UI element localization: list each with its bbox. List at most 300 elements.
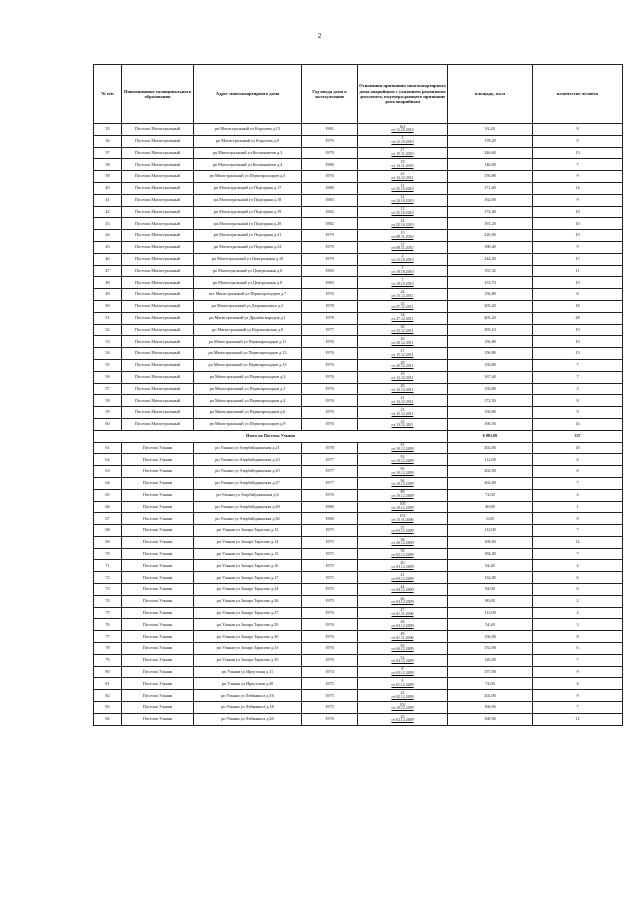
document-date: от 10.12.2009 (391, 446, 414, 451)
year-cell: 1976 (302, 359, 358, 371)
address-cell: рп Магистральный ул Центральная д.10 (194, 253, 302, 265)
row-number: 62 (94, 454, 122, 466)
municipality-cell: Поселок Ульяни (122, 442, 194, 454)
col-header-basis: Основания признания многоквартирного дома аварийным с указанием реквизитов документа, подтверждающего признание дома аварийным (358, 65, 448, 124)
row-number: 81 (94, 678, 122, 690)
address-cell: рп Магистральный ул Первопроходцев д.4 (194, 395, 302, 407)
year-cell: 1979 (302, 147, 358, 159)
year-cell: 1977 (302, 477, 358, 489)
document-number: 28 (400, 360, 405, 365)
municipality-cell: Поселок Ульяни (122, 536, 194, 548)
document-date: от 18.10.2010 (391, 281, 414, 286)
document-date: от 03.12.2009 (391, 529, 414, 534)
row-number: 45 (94, 241, 122, 253)
document-number: 40 (400, 561, 405, 566)
row-number: 56 (94, 371, 122, 383)
document-number: 1 (401, 136, 404, 141)
municipality-cell: Поселок Магистральный (122, 241, 194, 253)
year-cell: 1975 (302, 595, 358, 607)
people-cell: 13 (533, 348, 623, 360)
table-header-row (94, 65, 623, 124)
year-cell: 1974 (302, 666, 358, 678)
year-cell: 1977 (302, 324, 358, 336)
people-cell: 14 (533, 418, 623, 430)
address-cell: рп Магистральный ул Первопроходцев д.5 (194, 171, 302, 183)
table-row (94, 607, 623, 619)
row-number: 60 (94, 418, 122, 430)
document-number: 38 (400, 537, 405, 542)
area-cell: 244,20 (448, 253, 533, 265)
municipality-cell: Поселок Ульяни (122, 595, 194, 607)
row-number: 35 (94, 124, 122, 136)
row-number: 67 (94, 513, 122, 525)
people-cell: 6 (533, 454, 623, 466)
document-date: от 02.12.2009 (391, 553, 414, 558)
area-cell: 72,00 (448, 678, 533, 690)
year-cell: 1981 (302, 124, 358, 136)
area-cell: 202,00 (448, 690, 533, 702)
area-cell: 156,80 (448, 383, 533, 395)
municipality-cell: Поселок Магистральный (122, 206, 194, 218)
people-cell: 8 (533, 289, 623, 301)
document-number: 88 (400, 490, 405, 495)
document-number: 14 (400, 219, 405, 224)
year-cell: 1980 (302, 182, 358, 194)
table-row (94, 253, 623, 265)
address-cell: рп Ульяни ул Азербайджанская д.25 (194, 466, 302, 478)
address-cell: рп Ульяни ул Захара Тарасова д.16 (194, 560, 302, 572)
document-number: 25 (400, 419, 405, 424)
basis-cell (358, 159, 448, 171)
table-row (94, 513, 623, 525)
row-number: 47 (94, 265, 122, 277)
people-cell: 10 (533, 206, 623, 218)
year-cell: 1976 (302, 348, 358, 360)
document-number: 46 (400, 596, 405, 601)
address-cell: рп Магистральный ул Подгорная д.20 (194, 218, 302, 230)
area-cell: 156,80 (448, 407, 533, 419)
municipality-cell: Поселок Магистральный (122, 418, 194, 430)
row-number: 39 (94, 171, 122, 183)
col-header-municipality: Наименование муниципального образования (122, 65, 194, 124)
year-cell: 1975 (302, 548, 358, 560)
document-date: от 12.12.2011 (391, 376, 414, 381)
row-number: 36 (94, 135, 122, 147)
people-cell: 7 (533, 371, 623, 383)
municipality-cell: Поселок Магистральный (122, 324, 194, 336)
area-cell: 126,00 (448, 654, 533, 666)
basis-cell (358, 466, 448, 478)
area-cell: 184,00 (448, 548, 533, 560)
address-cell: пгт Магистральный ул Первопроходцев д.7 (194, 289, 302, 301)
year-cell: 1977 (302, 454, 358, 466)
basis-cell (358, 383, 448, 395)
table-row (94, 525, 623, 537)
year-cell: 1977 (302, 466, 358, 478)
year-cell: 1978 (302, 312, 358, 324)
people-cell: 7 (533, 159, 623, 171)
people-cell: 7 (533, 702, 623, 714)
table-row (94, 171, 623, 183)
year-cell: 1975 (302, 536, 358, 548)
row-number: 43 (94, 218, 122, 230)
page-number: 2 (317, 32, 322, 40)
row-number: 71 (94, 560, 122, 572)
municipality-cell: Поселок Ульяни (122, 631, 194, 643)
table-row (94, 265, 623, 277)
document-date: от 13.12.2011 (391, 293, 414, 298)
address-cell: рп Ульяни ул Захара Тарасова д.13 (194, 525, 302, 537)
document-number: 101 (399, 513, 406, 518)
address-cell: рп Ульяни ул Азербайджанская д.27 (194, 477, 302, 489)
table-row (94, 713, 623, 725)
area-cell: 191,20 (448, 218, 533, 230)
table-row (94, 277, 623, 289)
people-cell: 6 (533, 643, 623, 655)
municipality-cell: Поселок Магистральный (122, 371, 194, 383)
emergency-housing-table (93, 64, 623, 726)
document-date: от 15.11.2010 (391, 151, 414, 156)
area-cell: 162,00 (448, 194, 533, 206)
basis-cell (358, 171, 448, 183)
municipality-cell: Поселок Магистральный (122, 147, 194, 159)
area-cell: 156,80 (448, 359, 533, 371)
year-cell: 1975 (302, 560, 358, 572)
year-cell: 1979 (302, 241, 358, 253)
people-cell: 28 (533, 312, 623, 324)
people-cell: 9 (533, 241, 623, 253)
address-cell: рп Магистральный ул Королева д.9 (194, 135, 302, 147)
people-cell: 9 (533, 135, 623, 147)
area-cell: 174,40 (448, 206, 533, 218)
document-number: 2 (401, 254, 404, 259)
basis-cell (358, 702, 448, 714)
document-date: от 10.12.2009 (391, 706, 414, 711)
people-cell: 10 (533, 230, 623, 242)
year-cell: 1980 (302, 513, 358, 525)
municipality-cell: Поселок Ульяни (122, 713, 194, 725)
document-number: 18 (400, 160, 405, 165)
area-cell: 226,00 (448, 230, 533, 242)
area-cell: 0,00 (448, 513, 533, 525)
basis-cell (358, 359, 448, 371)
address-cell: рп Магистральный ул Первопроходцев д.9 (194, 418, 302, 430)
table-row (94, 336, 623, 348)
document-date: от 27.12.2011 (391, 317, 414, 322)
row-number: 68 (94, 525, 122, 537)
basis-cell (358, 654, 448, 666)
document-date: от 23.12.2011 (391, 328, 414, 333)
people-cell: 7 (533, 654, 623, 666)
document-number: 7 (401, 278, 404, 283)
people-cell: 6 (533, 466, 623, 478)
area-cell: 178,20 (448, 135, 533, 147)
table-row (94, 454, 623, 466)
area-cell: 403,20 (448, 312, 533, 324)
address-cell: рп Ульяни ул Азербайджанская д.23 (194, 454, 302, 466)
table-row (94, 124, 623, 136)
table-row (94, 619, 623, 631)
year-cell: 1976 (302, 607, 358, 619)
people-cell: 9 (533, 666, 623, 678)
document-number: 92 (400, 455, 405, 459)
document-date: от 01.12.2009 (391, 682, 414, 687)
people-cell: 18 (533, 442, 623, 454)
area-cell: 112,00 (448, 454, 533, 466)
municipality-cell: Поселок Ульяни (122, 513, 194, 525)
people-cell: 4 (533, 489, 623, 501)
document-date: от 08.11.2010 (391, 246, 414, 251)
table-row (94, 135, 623, 147)
basis-cell (358, 324, 448, 336)
people-cell: 12 (533, 713, 623, 725)
document-number: 52 (400, 655, 405, 660)
document-number: 8 (401, 667, 404, 672)
area-cell: 168,50 (448, 418, 533, 430)
document-number: 12 (400, 195, 405, 200)
basis-cell (358, 135, 448, 147)
area-cell: 94,40 (448, 560, 533, 572)
row-number: 48 (94, 277, 122, 289)
address-cell: рп Ульяни ул Захара Тарасова д.24 (194, 584, 302, 596)
municipality-cell: Поселок Ульяни (122, 501, 194, 513)
address-cell: рп Ульяни ул Захара Тарасова д.29 (194, 619, 302, 631)
basis-cell (358, 713, 448, 725)
address-cell: рп Магистральный ул Дружбы народов д.1 (194, 312, 302, 324)
year-cell: 1975 (302, 584, 358, 596)
document-date: от 12.12.2011 (391, 399, 414, 404)
table-row (94, 702, 623, 714)
area-cell: 156,00 (448, 631, 533, 643)
municipality-cell: Поселок Ульяни (122, 607, 194, 619)
total-label: Итого по Поселок Ульяни (94, 430, 448, 442)
document-number: 15 (400, 230, 405, 235)
document-number: 24 (400, 289, 405, 294)
people-cell: 7 (533, 359, 623, 371)
basis-cell (358, 253, 448, 265)
year-cell: 1975 (302, 702, 358, 714)
area-cell: 112,00 (448, 525, 533, 537)
basis-cell (358, 678, 448, 690)
year-cell: 1976 (302, 395, 358, 407)
area-cell: 168,00 (448, 536, 533, 548)
col-header-num: № п/п (94, 65, 122, 124)
people-cell: 2 (533, 595, 623, 607)
table-row (94, 218, 623, 230)
row-number: 46 (94, 253, 122, 265)
document-date: от 15.12.2011 (391, 352, 414, 357)
document-date: от 18.10.2010 (391, 269, 414, 274)
document-date: от 27.12.2011 (391, 305, 414, 310)
row-number: 82 (94, 690, 122, 702)
address-cell: рп Ульяни ул Азербайджанская д.82 (194, 513, 302, 525)
document-date: от 15.12.2011 (391, 411, 414, 416)
table-row (94, 395, 623, 407)
people-cell: 3 (533, 383, 623, 395)
year-cell: 1976 (302, 289, 358, 301)
row-number: 55 (94, 359, 122, 371)
document-date: от 10.12.2009 (391, 470, 414, 475)
basis-cell (358, 194, 448, 206)
basis-cell (358, 666, 448, 678)
people-cell: 4 (533, 607, 623, 619)
basis-cell (358, 631, 448, 643)
table-row (94, 371, 623, 383)
address-cell: рп Магистральный ул Подгорная д.17 (194, 182, 302, 194)
area-cell: 156,80 (448, 171, 533, 183)
people-cell: 8 (533, 395, 623, 407)
year-cell: 1978 (302, 442, 358, 454)
basis-cell (358, 230, 448, 242)
document-number: 26 (400, 337, 405, 342)
row-number: 80 (94, 666, 122, 678)
document-date: от 12.10.2010 (391, 258, 414, 263)
year-cell: 1975 (302, 690, 358, 702)
row-number: 74 (94, 595, 122, 607)
people-cell: 7 (533, 525, 623, 537)
document-number: 5 (401, 266, 404, 271)
municipality-cell: Поселок Ульяни (122, 525, 194, 537)
basis-cell (358, 525, 448, 537)
year-cell: 1975 (302, 678, 358, 690)
table-row (94, 418, 623, 430)
col-header-year: Год ввода дома в эксплуатацию (302, 65, 358, 124)
document-date: от 03.12.2009 (391, 671, 414, 676)
basis-cell (358, 513, 448, 525)
row-number: 49 (94, 289, 122, 301)
col-header-area: площадь, кв.м (448, 65, 533, 124)
basis-cell (358, 312, 448, 324)
document-date: от 04.12.2009 (391, 659, 414, 664)
municipality-cell: Поселок Ульяни (122, 584, 194, 596)
basis-cell (358, 572, 448, 584)
document-date: от 14.11.2010 (391, 163, 414, 168)
document-date: от 25.10.2010 (391, 222, 414, 227)
people-cell: 4 (533, 678, 623, 690)
municipality-cell: Поселок Магистральный (122, 277, 194, 289)
document-number: 21 (400, 396, 405, 401)
address-cell: рп Ульяни ул Захара Тарасова д.17 (194, 572, 302, 584)
municipality-cell: Поселок Магистральный (122, 336, 194, 348)
municipality-cell: Поселок Магистральный (122, 289, 194, 301)
address-cell: рп Ульяни ул Иркутская д.20 (194, 678, 302, 690)
document-number: 49 (400, 631, 405, 636)
row-number: 58 (94, 395, 122, 407)
row-number: 53 (94, 336, 122, 348)
people-cell: 8 (533, 631, 623, 643)
address-cell: рп Магистральный ул Первопроходцев д.2 (194, 371, 302, 383)
address-cell: рп Ульяни ул Захара Тарасова д.30 (194, 631, 302, 643)
row-number: 61 (94, 442, 122, 454)
table-row (94, 289, 623, 301)
table-row (94, 407, 623, 419)
row-number: 70 (94, 548, 122, 560)
people-cell: 7 (533, 477, 623, 489)
document-number: 19 (400, 372, 405, 377)
basis-cell (358, 607, 448, 619)
address-cell: рп Магистральный ул Королева д.15 (194, 124, 302, 136)
address-cell: рп Магистральный ул Подгорная д.18 (194, 194, 302, 206)
year-cell: 1975 (302, 525, 358, 537)
year-cell: 1979 (302, 253, 358, 265)
table-row (94, 631, 623, 643)
table-row (94, 548, 623, 560)
document-date: от 20.12.2011 (391, 340, 414, 345)
basis-cell (358, 548, 448, 560)
basis-cell (358, 336, 448, 348)
document-number: 13 (400, 207, 405, 212)
document-date: от 13.12.2011 (391, 423, 414, 428)
basis-cell (358, 289, 448, 301)
row-number: 84 (94, 713, 122, 725)
basis-cell (358, 584, 448, 596)
row-number: 38 (94, 159, 122, 171)
year-cell: 1982 (302, 206, 358, 218)
area-cell: 72,00 (448, 489, 533, 501)
address-cell: рп Магистральный ул Подгорная д.21 (194, 230, 302, 242)
table-row (94, 560, 623, 572)
year-cell: 1979 (302, 135, 358, 147)
year-cell: 1976 (302, 171, 358, 183)
people-cell: 19 (533, 324, 623, 336)
table-row (94, 654, 623, 666)
address-cell: рп Ульяни ул Захара Тарасова д.26 (194, 595, 302, 607)
basis-cell (358, 595, 448, 607)
address-cell: рп Магистральный ул Подгорная д.24 (194, 241, 302, 253)
address-cell: рп Ульяни ул Лейманиса д.16 (194, 690, 302, 702)
address-cell: рп Магистральный ул Космонавтов д.4 (194, 159, 302, 171)
row-number: 63 (94, 466, 122, 478)
table-row (94, 230, 623, 242)
table-body-section-1 (94, 124, 623, 431)
document-number: 94 (400, 478, 405, 483)
address-cell: рп Ульяни ул Иркутская д.11 (194, 666, 302, 678)
address-cell: рп Ульяни ул Азербайджанская д.80 (194, 501, 302, 513)
document-number: 22 (400, 171, 405, 176)
address-cell: рп Магистральный ул Первопроходцев д.15 (194, 359, 302, 371)
address-cell: рп Ульяни ул Захара Тарасова д.27 (194, 607, 302, 619)
year-cell: 1976 (302, 418, 358, 430)
people-cell: 9 (533, 690, 623, 702)
document-date: от 10.12.2009 (391, 505, 414, 510)
basis-cell (358, 218, 448, 230)
basis-cell (358, 690, 448, 702)
people-cell: 13 (533, 147, 623, 159)
year-cell: 1976 (302, 336, 358, 348)
year-cell: 1975 (302, 572, 358, 584)
table-row (94, 678, 623, 690)
basis-cell (358, 265, 448, 277)
area-cell: 153,70 (448, 277, 533, 289)
area-cell: 156,80 (448, 348, 533, 360)
year-cell: 1978 (302, 300, 358, 312)
document-date: от 04.12.2009 (391, 647, 414, 652)
row-number: 83 (94, 702, 122, 714)
row-number: 69 (94, 536, 122, 548)
document-number: 17 (400, 148, 405, 153)
basis-cell (358, 418, 448, 430)
col-header-address: Адрес многоквартирного дома (194, 65, 302, 124)
document-date: от 02.12.2009 (391, 694, 414, 699)
basis-cell (358, 477, 448, 489)
people-cell: 12 (533, 536, 623, 548)
document-date: от 01.11.2006 (391, 635, 414, 640)
year-cell: 1980 (302, 501, 358, 513)
year-cell: 1983 (302, 277, 358, 289)
document-number: 39 (400, 549, 405, 554)
document-date: от 03.12.2009 (391, 576, 414, 581)
people-cell: 9 (533, 407, 623, 419)
